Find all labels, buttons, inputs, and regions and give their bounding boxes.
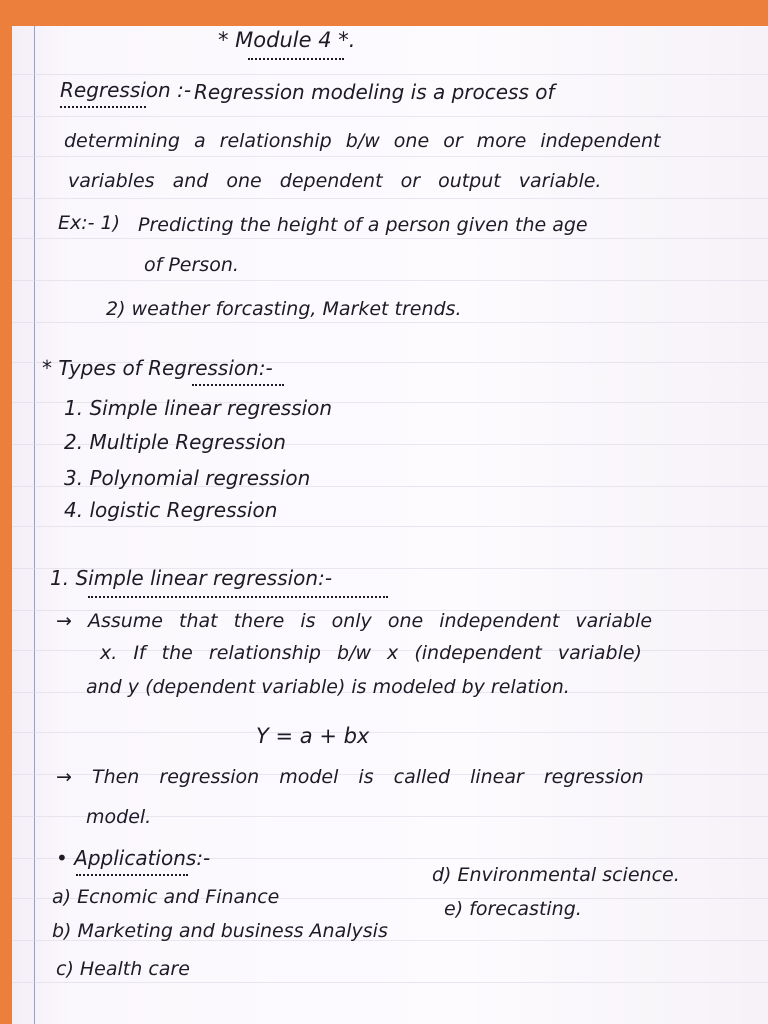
ruled-line bbox=[12, 74, 768, 75]
notebook-page bbox=[12, 26, 768, 1024]
margin-line bbox=[34, 26, 35, 1024]
ruled-line bbox=[12, 116, 768, 117]
ruled-line bbox=[12, 238, 768, 239]
regression-line-2: determining a relationship b/w one or more independent bbox=[64, 130, 661, 152]
simple-line-2: x. If the relationship b/w x (independent variable) bbox=[100, 642, 642, 664]
application-e: e) forecasting. bbox=[444, 898, 582, 920]
regression-heading-underline bbox=[60, 102, 146, 108]
applications-underline bbox=[76, 870, 188, 876]
page-title: * Module 4 *. bbox=[218, 28, 356, 52]
example-label: Ex:- 1) bbox=[58, 212, 121, 234]
regression-line-1: Regression modeling is a process of bbox=[194, 80, 555, 104]
type-item-1: 1. Simple linear regression bbox=[64, 396, 333, 420]
regression-heading: Regression :- bbox=[60, 78, 192, 102]
ruled-line bbox=[12, 982, 768, 983]
type-item-2: 2. Multiple Regression bbox=[64, 430, 286, 454]
regression-formula: Y = a + bx bbox=[256, 724, 370, 748]
simple-regression-heading: 1. Simple linear regression:- bbox=[50, 566, 333, 590]
example-1-line-1: Predicting the height of a person given the age bbox=[138, 214, 588, 236]
regression-line-3: variables and one dependent or output variable. bbox=[68, 170, 602, 192]
ruled-line bbox=[12, 156, 768, 157]
example-2: 2) weather forcasting, Market trends. bbox=[106, 298, 462, 320]
ruled-line bbox=[12, 526, 768, 527]
application-b: b) Marketing and business Analysis bbox=[52, 920, 388, 942]
ruled-line bbox=[12, 198, 768, 199]
type-item-3: 3. Polynomial regression bbox=[64, 466, 311, 490]
type-item-4: 4. logistic Regression bbox=[64, 498, 278, 522]
types-heading: * Types of Regression:- bbox=[42, 356, 273, 380]
applications-heading: • Applications:- bbox=[56, 846, 211, 870]
types-heading-underline bbox=[192, 380, 284, 386]
ruled-line bbox=[12, 280, 768, 281]
application-d: d) Environmental science. bbox=[432, 864, 680, 886]
simple-regression-underline bbox=[88, 592, 388, 598]
simple-line-1: → Assume that there is only one independent variable bbox=[56, 610, 653, 632]
simple-line-3: and y (dependent variable) is modeled by relation. bbox=[86, 676, 570, 698]
title-underline bbox=[248, 54, 344, 60]
simple-line-5: model. bbox=[86, 806, 152, 828]
ruled-line bbox=[12, 732, 768, 733]
ruled-line bbox=[12, 322, 768, 323]
application-a: a) Ecnomic and Finance bbox=[52, 886, 280, 908]
example-1-line-2: of Person. bbox=[144, 254, 239, 276]
application-c: c) Health care bbox=[56, 958, 190, 980]
simple-line-4: → Then regression model is called linear regression bbox=[56, 766, 644, 788]
